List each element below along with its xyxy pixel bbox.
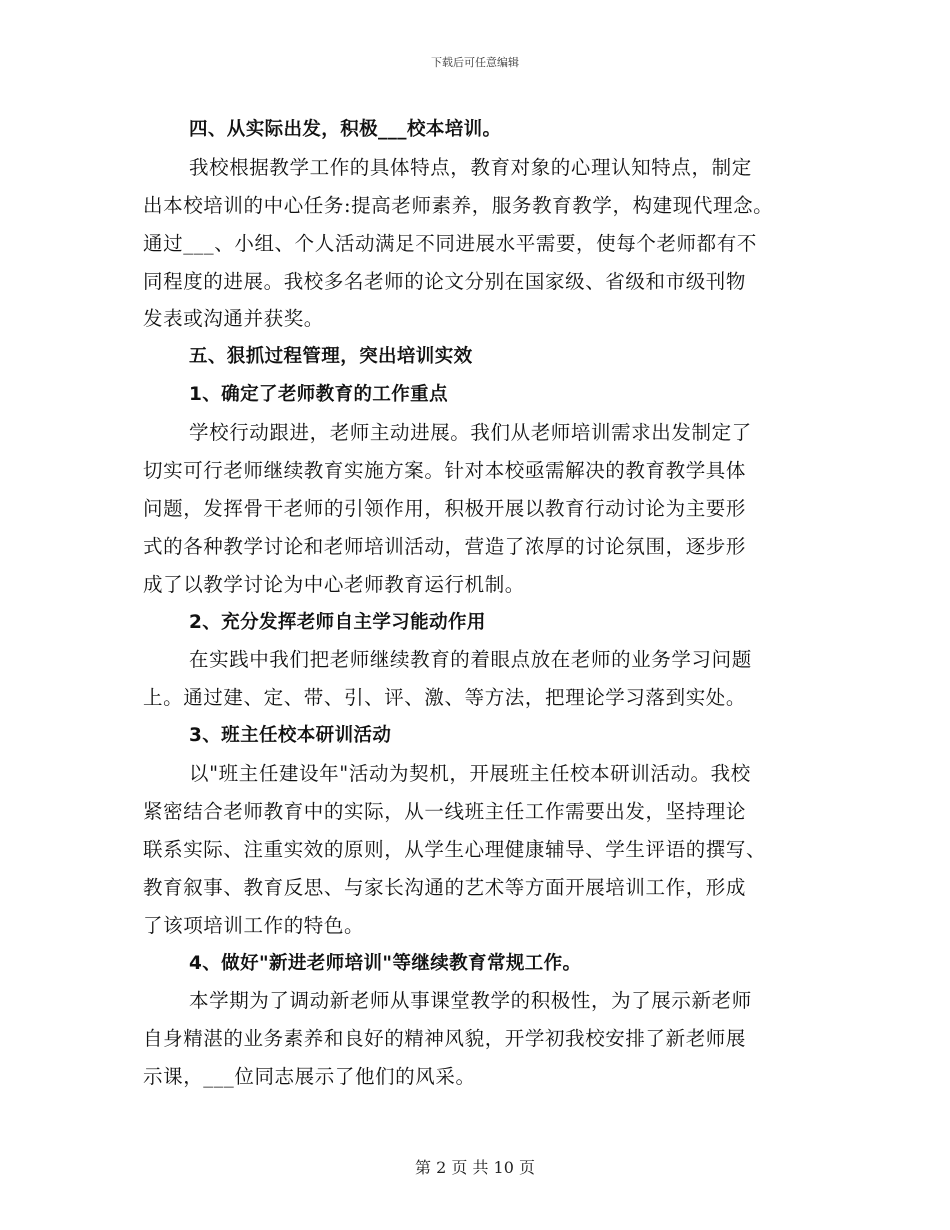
paragraph-line: 问题，发挥骨干老师的引领作用，积极开展以教育行动讨论为主要形 xyxy=(143,496,747,520)
document-body xyxy=(143,111,823,1096)
paragraph-line: 教育叙事、教育反思、与家长沟通的艺术等方面开展培训工作，形成 xyxy=(143,875,747,899)
subsection-heading-4: 4、做好"新进老师培训"等继续教育常规工作。 xyxy=(189,952,582,974)
paragraph-line: 了该项培训工作的特色。 xyxy=(143,913,365,937)
paragraph-line: 切实可行老师继续教育实施方案。针对本校亟需解决的教育教学具体 xyxy=(143,459,747,483)
paragraph-line: 上。通过建、定、带、引、评、激、等方法，把理论学习落到实处。 xyxy=(143,686,747,710)
subsection-heading-1: 1、确定了老师教育的工作重点 xyxy=(189,384,448,406)
paragraph-line: 学校行动跟进，老师主动进展。我们从老师培训需求出发制定了 xyxy=(189,421,752,445)
paragraph-line: 我校根据教学工作的具体特点，教育对象的心理认知特点，制定 xyxy=(189,155,752,179)
paragraph-line: 通过___、小组、个人活动满足不同进展水平需要，使每个老师都有不 xyxy=(143,231,757,255)
paragraph-line: 在实践中我们把老师继续教育的着眼点放在老师的业务学习问题 xyxy=(189,648,752,672)
paragraph-line: 以"班主任建设年"活动为契机，开展班主任校本研训活动。我校 xyxy=(189,762,751,786)
page-footer: 第 2 页 共 10 页 xyxy=(415,1158,535,1177)
subsection-heading-3: 3、班主任校本研训活动 xyxy=(189,725,392,747)
paragraph-line: 出本校培训的中心任务:提高老师素养，服务教育教学，构建现代理念。 xyxy=(143,193,774,217)
page-header: 下载后可任意编辑 xyxy=(431,56,519,69)
subsection-heading-2: 2、充分发挥老师自主学习能动作用 xyxy=(189,611,486,633)
paragraph-line: 同程度的进展。我校多名老师的论文分别在国家级、省级和市级刊物 xyxy=(143,269,747,293)
paragraph-line: 联系实际、注重实效的原则，从学生心理健康辅导、学生评语的撰写、 xyxy=(143,837,767,861)
paragraph-line: 式的各种教学讨论和老师培训活动，营造了浓厚的讨论氛围，逐步形 xyxy=(143,534,747,558)
paragraph-line: 成了以教学讨论为中心老师教育运行机制。 xyxy=(143,572,525,596)
paragraph-line: 发表或沟通并获奖。 xyxy=(143,307,324,331)
paragraph-line: 本学期为了调动新老师从事课堂教学的积极性，为了展示新老师 xyxy=(189,989,752,1013)
section-heading-5: 五、狠抓过程管理，突出培训实效 xyxy=(189,346,473,368)
paragraph-line: 自身精湛的业务素养和良好的精神风貌，开学初我校安排了新老师展 xyxy=(143,1027,747,1051)
paragraph-line: 紧密结合老师教育中的实际，从一线班主任工作需要出发，坚持理论 xyxy=(143,800,747,824)
section-heading-4: 四、从实际出发，积极___校本培训。 xyxy=(189,119,502,140)
paragraph-line: 示课，___位同志展示了他们的风采。 xyxy=(143,1065,476,1089)
